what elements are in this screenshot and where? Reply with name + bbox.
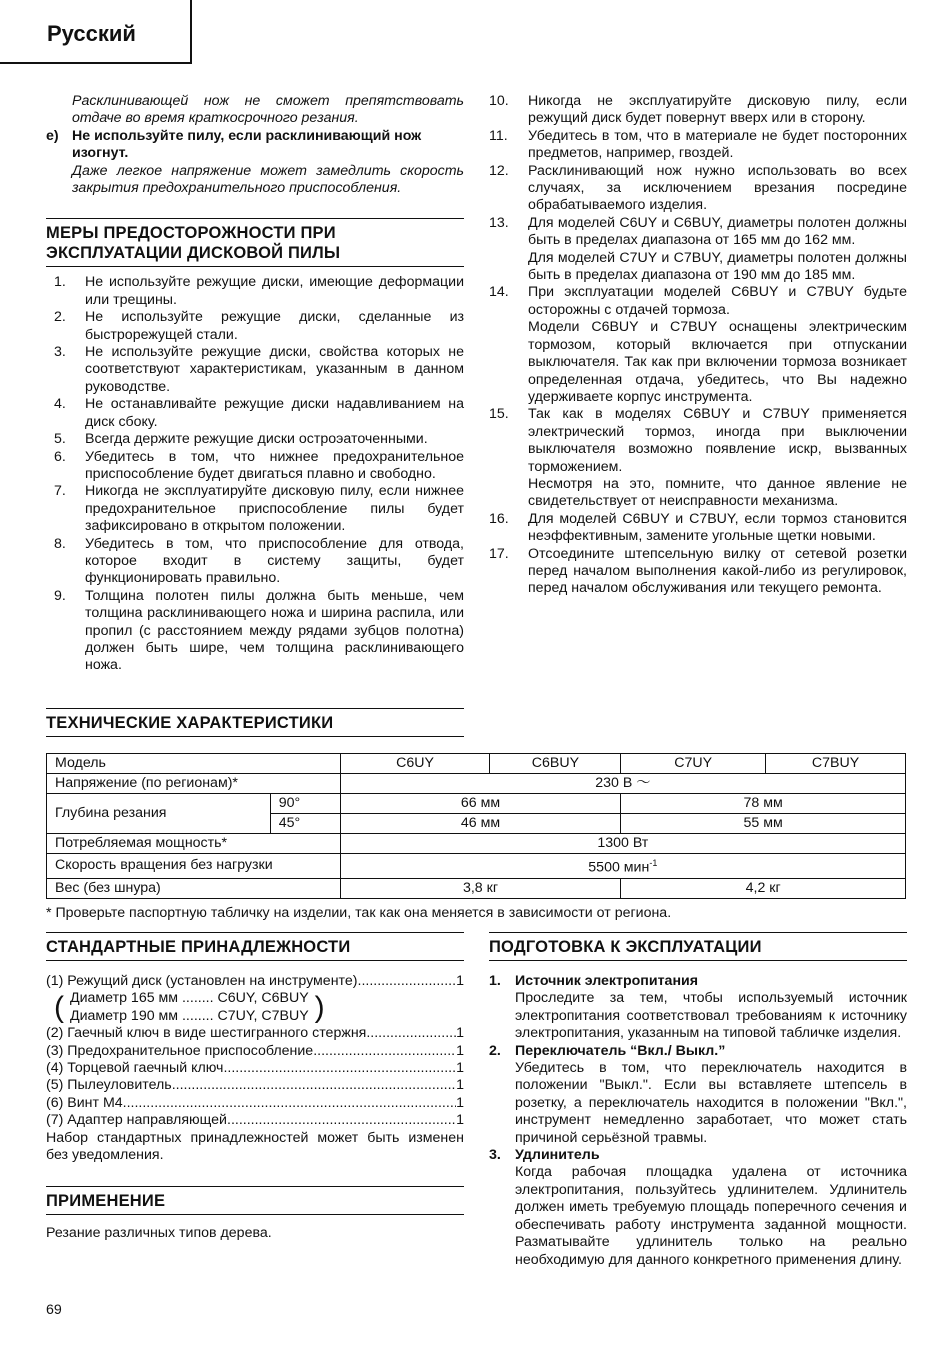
list-item: 9. Толщина полотен пилы должна быть меньше, чем толщина расклинивающего ножа и ширина распила, или пропил (с расстоянием между рядами зубцов полотна) должен быть шире, чем толщина расклинивающего ножа. (54, 587, 464, 674)
precautions-heading (46, 218, 464, 267)
precautions-heading-line1: МЕРЫ ПРЕДОСТОРОЖНОСТИ ПРИ (46, 224, 336, 243)
list-item: 10. Никогда не эксплуатируйте дисковую пилу, если режущий диск будет повернут вверх или в сторону. (489, 93, 907, 127)
accessories-heading: СТАНДАРТНЫЕ ПРИНАДЛЕЖНОСТИ (46, 932, 464, 961)
depth-90-c6: 66 мм (340, 794, 621, 814)
depth-90-c7: 78 мм (621, 794, 906, 814)
depth-45-label: 45° (270, 814, 340, 834)
item-e-text: Даже легкое напряжение может замедлить скорость закрытия предохранительного приспособления. (72, 162, 464, 197)
application-heading: ПРИМЕНЕНИЕ (46, 1186, 464, 1215)
table-row (47, 774, 906, 794)
list-item: 15. Так как в моделях C6BUY и C7BUY применяется электрический тормоз, иногда при выключении выключателя возможно появление искр, вызванных торможением. Несмотря на это, помните, что данное явление не свидетельствует от неисправности механизма. (489, 406, 907, 510)
item-e-label: e) (46, 127, 59, 144)
table-row (47, 834, 906, 854)
accessory-item: (5) Пылеуловитель ..... 1 (46, 1077, 464, 1094)
language-tab: Русский (0, 0, 192, 64)
list-item: 2. Не используйте режущие диски, сделанные из быстрорежущей стали. (54, 309, 464, 343)
table-row (47, 878, 906, 898)
list-item: 13. Для моделей C6UY и C6BUY, диаметры полотен должны быть в пределах диапазона от 165 мм до 162 мм. Для моделей C7UY и C7BUY, диаметры полотен должны быть в пределах диапазона от 190 мм до 185 мм. (489, 214, 907, 284)
depth-45-c6: 46 мм (340, 814, 621, 834)
table-row (47, 754, 906, 774)
precautions-heading-line2: ЭКСПЛУАТАЦИИ ДИСКОВОЙ ПИЛЫ (46, 244, 341, 263)
accessory-item: (7) Адаптер направляющей ..... 1 (46, 1112, 464, 1129)
right-column (489, 93, 907, 598)
list-item: 1. Не используйте режущие диски, имеющие деформации или трещины. (54, 274, 464, 308)
item-e-title: Не используйте пилу, если расклинивающий нож изогнут. (72, 127, 422, 162)
list-item: 5. Всегда держите режущие диски остроэаточенными. (54, 431, 428, 448)
model-c7buy: C7BUY (766, 754, 906, 774)
accessory-item: (1) Режущий диск (установлен на инструменте) ..... 1 (46, 973, 464, 990)
accessory-item: (4) Торцевой гаечный ключ ..... 1 (46, 1060, 464, 1077)
model-c6uy: C6UY (340, 754, 490, 774)
specs-heading: ТЕХНИЧЕСКИЕ ХАРАКТЕРИСТИКИ (46, 708, 464, 737)
list-item: 8. Убедитесь в том, что приспособление для отвода, которое входит в систему защиты, будет функционировать правильно. (54, 535, 464, 587)
depth-90-label: 90° (270, 794, 340, 814)
model-c6buy: C6BUY (490, 754, 621, 774)
depth-45-c7: 55 мм (621, 814, 906, 834)
specs-section (46, 708, 906, 922)
speed-value: 5500 мин$^{-1}$ (340, 854, 905, 879)
precautions-list-right (489, 93, 907, 598)
weight-c6: 3,8 кг (340, 878, 621, 898)
page-number: 69 (46, 1302, 62, 1318)
list-item: 4. Не останавливайте режущие диски надавливанием на диск сбоку. (54, 396, 464, 430)
accessory-item: (3) Предохранительное приспособление ..... 1 (46, 1043, 464, 1060)
intro-note: Расклинивающей нож не сможет препятствовать отдаче во время краткосрочного резания. (72, 93, 464, 127)
list-item: 16. Для моделей C6BUY и C7BUY, если тормоз становится неэффективным, замените угольные щетки новыми. (489, 510, 907, 545)
left-column (46, 93, 464, 675)
preparation-heading: ПОДГОТОВКА К ЭКСПЛУАТАЦИИ (489, 932, 907, 961)
prep-item-extension-cord: 3. Удлинитель Когда рабочая площадка удалена от источника электропитания, пользуйтесь удлинителем. Удлинитель должен иметь требуемую площадь поперечного сечения и обеспечивать работу инструмента заданной мощности. Разматывайте удлинитель только на реально необходимую для данного конкретного применения длину. (489, 1147, 907, 1268)
accessory-item: (2) Гаечный ключ в виде шестигранного стержня ..... 1 (46, 1025, 464, 1042)
accessories-section (46, 932, 464, 1243)
prep-item-power-source: 1. Источник электропитания Проследите за тем, чтобы используемый источник электропитания соответствовал требованиям к источнику электропитания, указанным на типовой табличке изделия. (489, 973, 907, 1042)
accessories-note: Набор стандартных принадлежностей может быть изменен без уведомления. (46, 1129, 464, 1164)
blade-diameter-165: Диаметр 165 мм ........ C6UY, C6BUY (70, 990, 309, 1007)
weight-c7: 4,2 кг (621, 878, 906, 898)
list-item: 17. Отсоедините штепсельную вилку от сетевой розетки перед началом выполнения какой-либо из регулировок, перед началом обслуживания или текущего ремонта. (489, 545, 907, 597)
list-item: 14. При эксплуатации моделей C6BUY и C7BUY будьте осторожны с отдачей тормоза. Модели C6BUY и C7BUY оснащены электрическим тормозом, который включается при отпускании выключателя. Так как при включении тормоза возникает определенная отдача, убедитесь, что Вы надежно удерживаете корпус инструмента. (489, 284, 907, 405)
voltage-value: 230 В ～ (340, 774, 905, 794)
intro-item-e (46, 128, 464, 198)
table-row (47, 854, 906, 879)
application-text: Резание различных типов дерева. (46, 1225, 272, 1242)
model-label: Модель (47, 754, 341, 774)
power-label: Потребляемая мощность* (47, 834, 341, 854)
accessory-item: (6) Винт М4 ..... 1 (46, 1095, 464, 1112)
speed-label: Скорость вращения без нагрузки (47, 854, 341, 879)
table-row (47, 794, 906, 814)
specs-table (46, 753, 906, 899)
preparation-section (489, 932, 907, 1269)
weight-label: Вес (без шнура) (47, 878, 341, 898)
voltage-label: Напряжение (по регионам)* (47, 774, 341, 794)
model-c7uy: C7UY (621, 754, 766, 774)
prep-item-switch: 2. Переключатель “Вкл./ Выкл.” Убедитесь в том, что переключатель находится в положении "Выкл.". Если вы вставляете штепсель в розетку, а переключатель находится в положении "Вкл.", инструмент немедленно заработает, что может стать причиной серьёзной травмы. (489, 1042, 907, 1146)
list-item: 6. Убедитесь в том, что нижнее предохранительное приспособление будет двигаться плавно и свободно. (54, 448, 464, 482)
blade-diameter-group: ( Диаметр 165 мм ........ C6UY, C6BUY Диаметр 190 мм ........ C7UY, C7BUY ) (54, 990, 325, 1024)
depth-label: Глубина резания (47, 794, 271, 834)
power-value: 1300 Вт (340, 834, 905, 854)
list-item: 12. Расклинивающий нож нужно использовать во всех случаях, за исключением врезания посредине обрабатываемого изделия. (489, 162, 907, 214)
specs-footnote: * Проверьте паспортную табличку на изделии, так как она меняется в зависимости от региона. (46, 904, 672, 921)
list-item: 3. Не используйте режущие диски, свойства которых не соответствуют характеристикам, указанным в данном руководстве. (54, 344, 464, 395)
precautions-list-left (46, 274, 464, 674)
blade-diameter-190: Диаметр 190 мм ........ C7UY, C7BUY (70, 1007, 309, 1024)
list-item: 7. Никогда не эксплуатируйте дисковую пилу, если нижнее предохранительное приспособление пилы будет зафиксировано в открытом положении. (54, 483, 464, 535)
list-item: 11. Убедитесь в том, что в материале не будет посторонних предметов, например, гвоздей. (489, 127, 907, 162)
